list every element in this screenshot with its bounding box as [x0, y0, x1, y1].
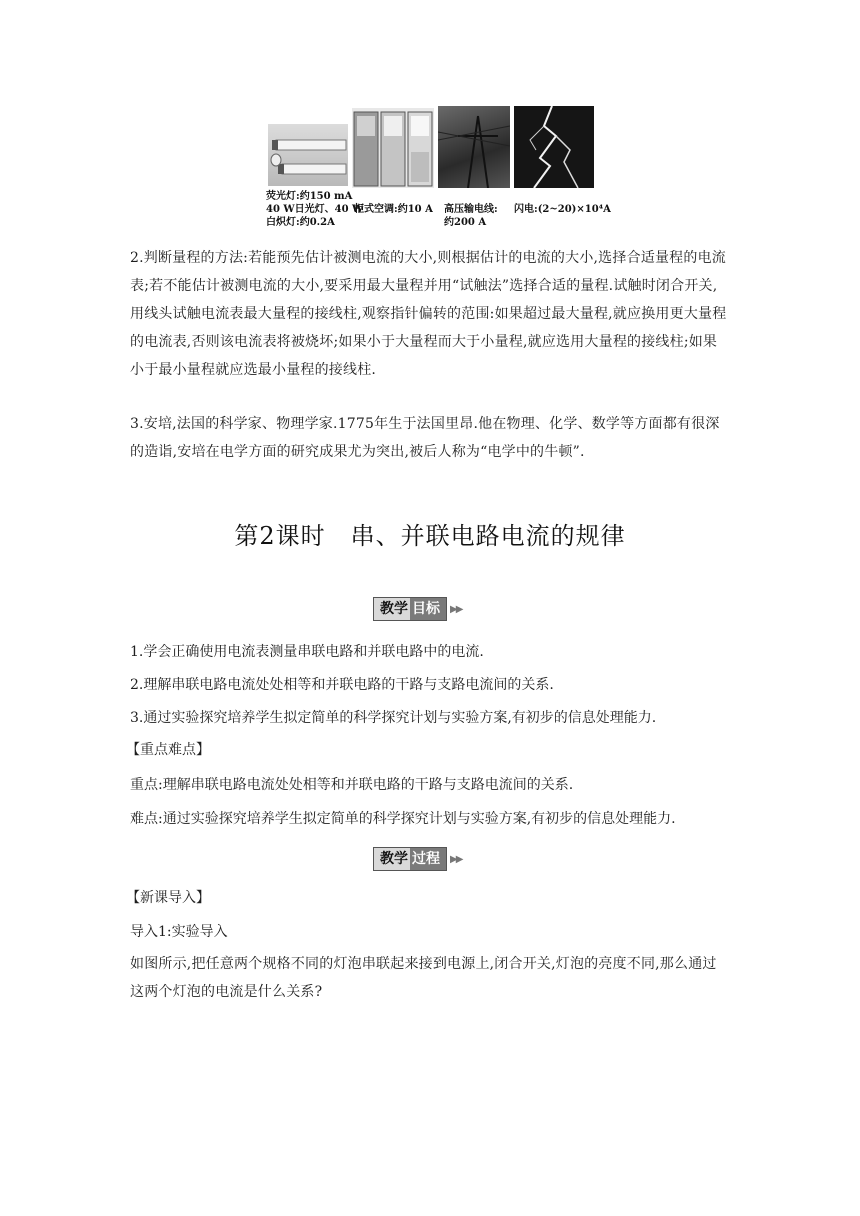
lightning-caption: 闪电:(2~20)×10⁴A [514, 204, 611, 215]
teaching-goals-badge [373, 598, 461, 620]
teaching-process-badge [373, 848, 461, 870]
intro-heading: 【新课导入】 [126, 890, 210, 906]
powerline-caption-1: 高压输电线: [444, 204, 498, 215]
lamp-caption-2: 40 W日光灯、40 W [266, 204, 364, 215]
goal-item-1: 1.学会正确使用电流表测量串联电路和并联电路中的电流. [130, 644, 484, 660]
badge-goals-part1: 教学 [374, 598, 410, 620]
aircon-caption: 柜式空调:约10 A [354, 204, 433, 215]
current-examples-figure [266, 104, 611, 228]
goal-item-2: 2.理解串联电路电流处处相等和并联电路的干路与支路电流间的关系. [130, 677, 554, 693]
air-conditioner-photo [352, 108, 434, 188]
badge-process-part1: 教学 [374, 848, 410, 870]
powerline-caption-2: 约200 A [444, 217, 487, 228]
lamp-caption-3: 白炽灯:约0.2A [266, 217, 335, 228]
key-point: 重点:理解串联电路电流处处相等和并联电路的干路与支路电流间的关系. [130, 777, 574, 793]
paragraph-ampere: 3.安培,法国的科学家、物理学家.1775年生于法国里昂.他在物理、化学、数学等方面都有很深的造诣,安培在电学方面的研究成果尤为突出,被后人称为“电学中的牛顿”. [130, 416, 720, 460]
goal-item-3: 3.通过实验探究培养学生拟定简单的科学探究计划与实验方案,有初步的信息处理能力. [130, 710, 657, 726]
arrow-icon: ▶▶ [450, 853, 462, 865]
intro-subheading: 导入1:实验导入 [130, 924, 228, 940]
key-points-heading: 【重点难点】 [126, 742, 210, 758]
paragraph-range-method: 2.判断量程的方法:若能预先估计被测电流的大小,则根据估计的电流的大小,选择合适量程的电流表;若不能估计被测电流的大小,要采用最大量程并用“试触法”选择合适的量程.试触时闭合开关,用线头试触电流表最大量程的接线柱,观察指针偏转的范围:如果超过最大量程,就应换用更大量程的电流表,否则该电流表将被烧坏;如果小于大量程而大于小量程,就应选用大量程的接线柱;如果小于最小量程就应选最小量程的接线柱. [130, 250, 727, 378]
badge-goals-part2: 目标 [410, 598, 446, 620]
lightning-photo [514, 106, 594, 188]
arrow-icon: ▶▶ [450, 603, 462, 615]
intro-text: 如图所示,把任意两个规格不同的灯泡串联起来接到电源上,闭合开关,灯泡的亮度不同,那么通过这两个灯泡的电流是什么关系? [130, 956, 717, 1000]
difficult-point: 难点:通过实验探究培养学生拟定简单的科学探究计划与实验方案,有初步的信息处理能力. [130, 811, 676, 827]
power-line-photo [438, 106, 510, 188]
lamp-caption-1: 荧光灯:约150 mA [266, 191, 353, 202]
fluorescent-lamp-photo [268, 124, 348, 186]
badge-process-part2: 过程 [410, 848, 446, 870]
lesson-title: 第2课时 串、并联电路电流的规律 [234, 522, 626, 550]
